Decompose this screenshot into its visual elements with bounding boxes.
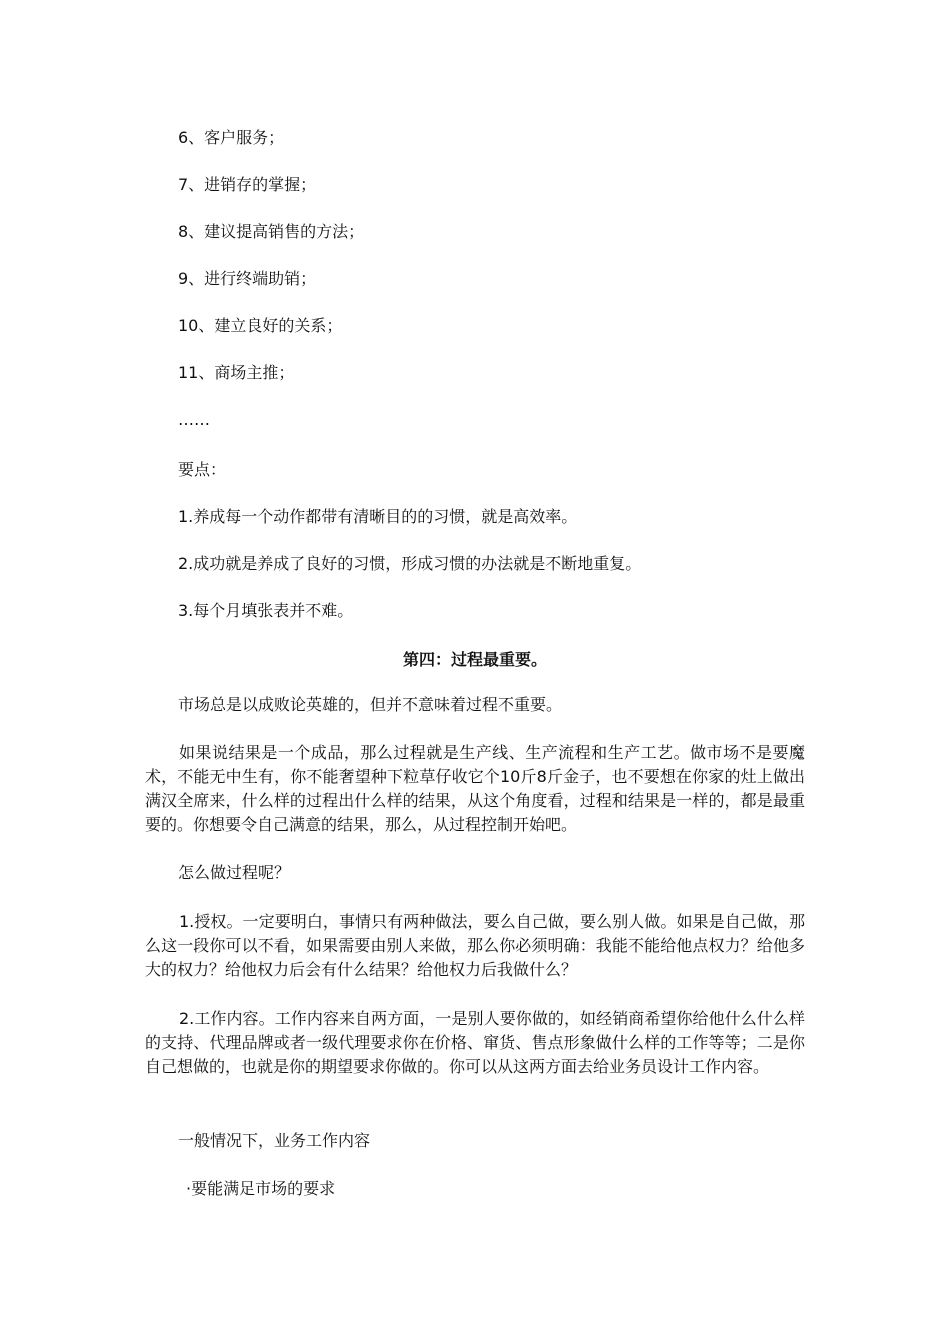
list-item-sales-advice: 8、建议提高销售的方法； (178, 222, 365, 241)
list-item-customer-service: 6、客户服务； (178, 128, 285, 147)
section-heading: 第四：过程最重要。 (402, 650, 547, 669)
list-item-relationships: 10、建立良好的关系； (178, 316, 343, 335)
paragraph-intro: 市场总是以成败论英雄的，但并不意味着过程不重要。 (178, 695, 563, 714)
key-points-label: 要点： (178, 460, 227, 479)
paragraph-authorize: 1.授权。一定要明白，事情只有两种做法，要么自己做，要么别人做。如果是自己做，那么这一段你可以不看，如果需要由别人来做，那么你必须明确：我能不能给他点权力？给他多大的权力？给他权力后会有什么结果？给他权力后我做什么？ (145, 912, 805, 979)
paragraph-how: 怎么做过程呢？ (178, 863, 291, 882)
ellipsis: …… (178, 410, 210, 429)
list-item-terminal-promotion: 9、进行终端助销； (178, 269, 317, 288)
paragraph-work-content: 2.工作内容。工作内容来自两方面，一是别人要你做的，如经销商希望你给他什么什么样的支持、代理品牌或者一级代理要求你在价格、窜货、售点形象做什么样的工作等等；二是你自己想做的，也就是你的期望要求你做的。你可以从这两方面去给业务员设计工作内容。 (145, 1009, 805, 1076)
key-point-1: 1.养成每一个动作都带有清晰目的的习惯，就是高效率。 (178, 507, 578, 526)
bullet-market-requirements: ·要能满足市场的要求 (186, 1179, 336, 1198)
key-point-2: 2.成功就是养成了良好的习惯，形成习惯的办法就是不断地重复。 (178, 554, 642, 573)
paragraph-result: 如果说结果是一个成品，那么过程就是生产线、生产流程和生产工艺。做市场不是要魔术，不能无中生有，你不能奢望种下粒草仔收它个10斤8斤金子，也不要想在你家的灶上做出满汉全席来，什么样的过程出什么样的结果，从这个角度看，过程和结果是一样的，都是最重要的。你想要令自己满意的结果，那么，从过程控制开始吧。 (145, 743, 805, 834)
list-item-mall-promotion: 11、商场主推； (178, 363, 295, 382)
paragraph-general: 一般情况下，业务工作内容 (178, 1131, 371, 1150)
list-item-inventory: 7、进销存的掌握； (178, 175, 317, 194)
key-point-3: 3.每个月填张表并不难。 (178, 601, 354, 620)
